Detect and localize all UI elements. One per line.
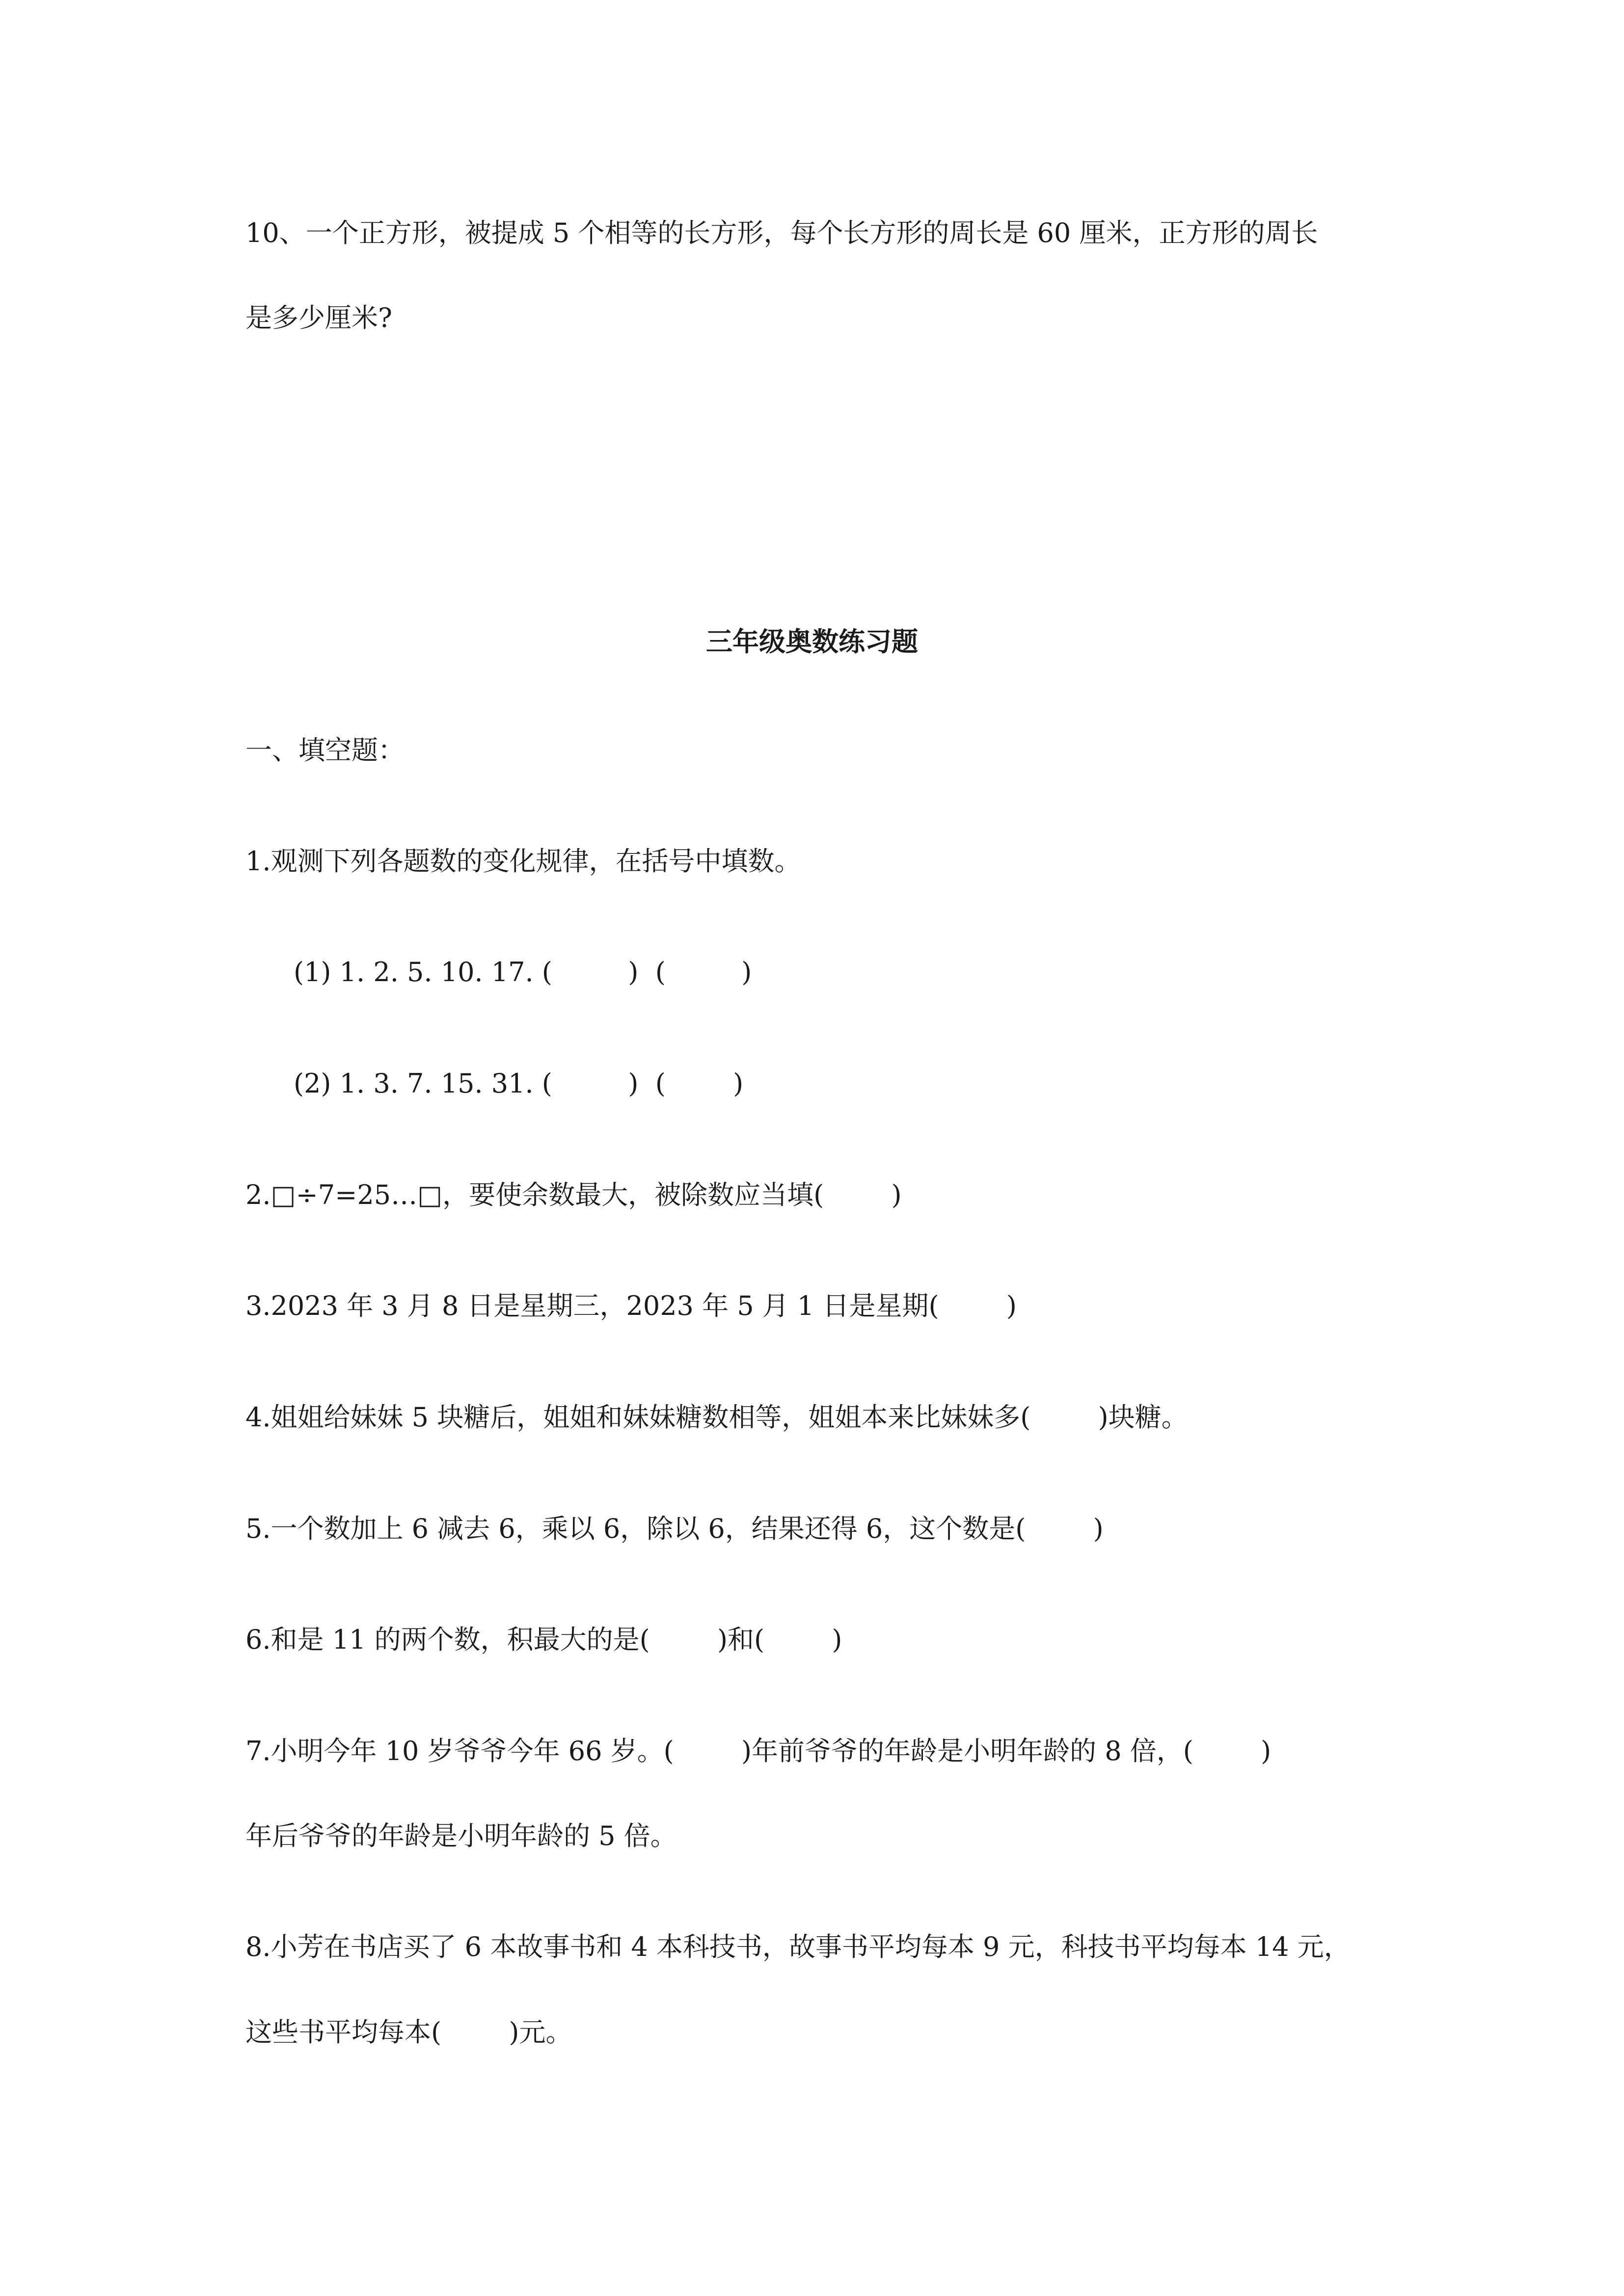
question-3: 3.2023 年 3 月 8 日是星期三，2023 年 5 月 1 日是星期( ) xyxy=(245,1290,1017,1321)
question-7-line-1: 7.小明今年 10 岁爷爷今年 66 岁。( )年前爷爷的年龄是小明年龄的 8 倍，( ) xyxy=(245,1735,1272,1766)
question-5: 5.一个数加上 6 减去 6，乘以 6，除以 6，结果还得 6，这个数是( ) xyxy=(245,1513,1104,1544)
question-1: 1.观测下列各题数的变化规律，在括号中填数。 xyxy=(245,846,801,877)
question-6: 6.和是 11 的两个数，积最大的是( )和( ) xyxy=(245,1624,842,1655)
question-1-part-1: (1) 1. 2. 5. 10. 17. ( ) ( ) xyxy=(294,957,752,988)
page-title: 三年级奥数练习题 xyxy=(706,626,918,657)
section-heading: 一、填空题： xyxy=(245,735,405,766)
question-10-line-1: 10、一个正方形，被提成 5 个相等的长方形，每个长方形的周长是 60 厘米，正方形的周长 xyxy=(245,217,1318,248)
question-8-line-1: 8.小芳在书店买了 6 本故事书和 4 本科技书，故事书平均每本 9 元，科技书平均每本 14 元， xyxy=(245,1931,1351,1962)
question-1-part-2: (2) 1. 3. 7. 15. 31. ( ) ( ) xyxy=(294,1068,744,1099)
question-10-line-2: 是多少厘米? xyxy=(245,302,392,333)
question-4: 4.姐姐给妹妹 5 块糖后，姐姐和妹妹糖数相等，姐姐本来比妹妹多( )块糖。 xyxy=(245,1402,1188,1433)
question-2: 2.□÷7=25…□，要使余数最大，被除数应当填( ) xyxy=(245,1179,902,1210)
question-8-line-2: 这些书平均每本( )元。 xyxy=(245,2017,572,2048)
question-7-line-2: 年后爷爷的年龄是小明年龄的 5 倍。 xyxy=(245,1820,677,1851)
